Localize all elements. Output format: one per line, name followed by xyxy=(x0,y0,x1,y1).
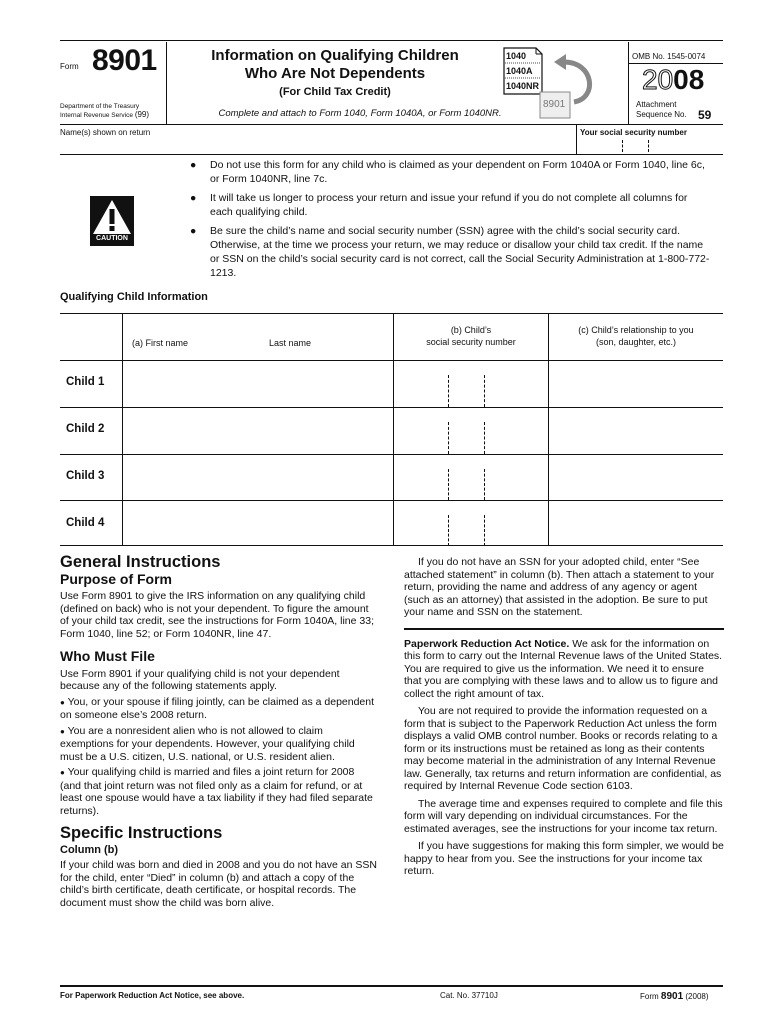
paperwork-paragraph-2: You are not required to provide the information requested on a form that is subject to the Paperwork Reduction Act unless the form displays a valid OMB control number. Books or records relating to a form or its instructions must be retained as long as their contents may become material in the administration of any Internal Revenue law. Generally, tax returns and return information are confidential, as required by Internal Revenue Code section 6103. xyxy=(404,705,722,792)
child-relationship-input[interactable] xyxy=(549,361,723,407)
child-relationship-input[interactable] xyxy=(549,408,723,454)
who-must-file-heading: Who Must File xyxy=(60,648,155,664)
department-label xyxy=(60,103,149,120)
who-bullet xyxy=(60,725,378,764)
ssn-separator xyxy=(648,140,649,152)
paperwork-text: We ask for the information on this form to carry out the Internal Revenue laws of the United States. You are required to give us the information. We need it to ensure that you are complying with these laws and to allow us to figure and collect the right amount of tax. xyxy=(404,637,723,700)
who-bullet xyxy=(60,766,378,817)
footer-paperwork-notice: For Paperwork Reduction Act Notice, see above. xyxy=(60,991,245,1000)
icon-form-1040: 1040 xyxy=(506,51,527,61)
footer-form-word: Form xyxy=(640,992,659,1001)
icon-form-1040a: 1040A xyxy=(506,66,533,76)
caution-label: CAUTION xyxy=(96,235,128,242)
sequence-number: 59 xyxy=(698,108,712,122)
col-b-line-2: social security number xyxy=(426,337,516,347)
form-label: Form xyxy=(60,62,79,71)
ssn-separator xyxy=(484,375,485,407)
ssn-separator xyxy=(484,469,485,500)
footer-cat-number: Cat. No. 37710J xyxy=(440,991,498,1000)
adopted-child-text: If you do not have an SSN for your adopted child, enter “See attached statement” in column (b). Then attach a statement to your return, providing the name and address of any agency or agent (such as an attorney) that assisted in the adoption. Be sure to put your name and SSN on the statement. xyxy=(404,556,715,618)
paperwork-paragraph-3: The average time and expenses required to complete and file this form will vary depending on individual circumstances. For the estimated averages, see the instructions for your income tax return. xyxy=(404,797,723,835)
ssn-separator xyxy=(448,422,449,454)
header-divider-left xyxy=(166,42,167,124)
footer-rule xyxy=(60,985,723,987)
paperwork-heading: Paperwork Reduction Act Notice. xyxy=(404,637,570,650)
title-line-2: Who Are Not Dependents xyxy=(244,65,426,82)
child-name-input[interactable] xyxy=(123,408,393,454)
paperwork-divider xyxy=(404,628,724,630)
title-line-1: Information on Qualifying Children xyxy=(211,47,459,64)
caution-bullet xyxy=(190,224,710,280)
child-row-label: Child 2 xyxy=(66,423,105,435)
omb-number: OMB No. 1545-0074 xyxy=(632,52,706,61)
purpose-heading: Purpose of Form xyxy=(60,570,173,587)
child-row-label: Child 4 xyxy=(66,517,105,529)
child-relationship-input[interactable] xyxy=(549,501,723,546)
who-bullet-text: You are a nonresident alien who is not allowed to claim exemptions for your dependents. However, your qualifying child must be a U.S. citizen, U.S. national, or U.S. resident alien. xyxy=(60,724,355,763)
header-divider-right xyxy=(628,42,629,124)
general-instructions-heading: General Instructions xyxy=(60,553,221,571)
col-a-last-header: Last name xyxy=(269,338,312,348)
names-shown-input[interactable] xyxy=(60,138,572,152)
form-title xyxy=(170,47,500,83)
caution-bullets xyxy=(190,158,710,285)
attachment-label: Attachment xyxy=(636,100,677,109)
ssn-separator xyxy=(484,422,485,454)
col-b-line-1: (b) Child’s xyxy=(450,325,492,335)
your-ssn-label: Your social security number xyxy=(580,128,687,137)
year-prefix: 20 xyxy=(642,64,674,95)
ssn-separator xyxy=(622,140,623,152)
year-suffix: 08 xyxy=(673,64,705,95)
caution-bullet-text: It will take us longer to process your return and issue your refund if you do not complete all columns for each qualifying child. xyxy=(210,192,688,218)
bullet-icon: ● xyxy=(60,726,65,736)
column-b-heading: Column (b) xyxy=(60,843,119,856)
who-must-file-text: Use Form 8901 if your qualifying child is not your dependent because any of the following statements apply. xyxy=(60,667,340,692)
child-name-input[interactable] xyxy=(123,501,393,546)
child-ssn-input[interactable] xyxy=(394,501,548,546)
bullet-icon: ● xyxy=(190,225,197,237)
footer-form-number: 8901 xyxy=(660,991,684,1002)
top-rule xyxy=(60,40,723,41)
bullet-icon: ● xyxy=(60,768,65,777)
specific-instructions-heading: Specific Instructions xyxy=(60,824,223,842)
dept-line-1: Department of the Treasury xyxy=(60,103,140,110)
tax-year xyxy=(642,64,704,96)
caution-bullet-text: Do not use this form for any child who is claimed as your dependent on Form 1040A or Form 1040, line 6c, or Form 1040NR, line 7c. xyxy=(210,159,705,185)
header-bottom-rule xyxy=(60,124,723,125)
child-row-label: Child 3 xyxy=(66,470,105,482)
footer-year: (2008) xyxy=(685,992,709,1001)
col-a-first-header: (a) First name xyxy=(132,338,189,348)
caution-bullet xyxy=(190,191,710,219)
child-ssn-input[interactable] xyxy=(394,361,548,407)
form-number: 8901 xyxy=(92,44,157,77)
bullet-icon: ● xyxy=(190,159,197,171)
child-name-input[interactable] xyxy=(123,361,393,407)
caution-icon xyxy=(90,196,134,246)
ssn-separator xyxy=(448,469,449,500)
child-ssn-input[interactable] xyxy=(394,408,548,454)
dept-code: (99) xyxy=(134,110,150,119)
instructions-right-column xyxy=(404,556,724,881)
icon-form-1040nr: 1040NR xyxy=(506,81,540,91)
child-relationship-input[interactable] xyxy=(549,455,723,500)
sequence-label: Sequence No. xyxy=(636,110,687,119)
child-row-label: Child 1 xyxy=(66,376,105,388)
who-bullet xyxy=(60,696,378,722)
instructions-left-column xyxy=(60,553,378,912)
ssn-separator xyxy=(448,375,449,407)
attach-instruction: Complete and attach to Form 1040, Form 1040A, or Form 1040NR. xyxy=(218,108,502,119)
col-b-header xyxy=(394,324,548,348)
your-ssn-input[interactable] xyxy=(580,140,720,153)
who-bullet-text: You, or your spouse if filing jointly, can be claimed as a dependent on someone else’s 2008 return. xyxy=(60,695,375,721)
name-row-rule xyxy=(60,154,723,155)
paperwork-paragraph-1 xyxy=(404,638,724,701)
ssn-separator xyxy=(448,515,449,546)
names-shown-label: Name(s) shown on return xyxy=(60,128,151,137)
attachment-sequence-label xyxy=(636,100,687,120)
caution-bullet-text: Be sure the child’s name and social security number (SSN) agree with the child’s social security card. Otherwise, at the time we process your return, we may reduce or disallow your child tax credit. If the name or SSN on the child’s social security card is not correct, call the Social Security Administration at 1-800-772-1213. xyxy=(210,225,710,279)
ssn-separator xyxy=(484,515,485,546)
col-c-header xyxy=(549,324,723,348)
col-c-line-1: (c) Child’s relationship to you xyxy=(578,325,694,335)
caution-bullet xyxy=(190,158,710,186)
attach-forms-icon xyxy=(502,46,602,122)
footer-form-id xyxy=(640,991,709,1002)
purpose-text: Use Form 8901 to give the IRS information on any qualifying child (defined on back) who is not your dependent. To figure the amount of your child tax credit, see the instructions for Form 1040A, line 33; Form 1040, line 52; or Form 1040NR, line 47. xyxy=(60,590,374,640)
col-c-line-2: (son, daughter, etc.) xyxy=(595,337,677,347)
child-name-input[interactable] xyxy=(123,455,393,500)
child-ssn-input[interactable] xyxy=(394,455,548,500)
bullet-icon: ● xyxy=(60,697,65,707)
qualifying-child-table xyxy=(60,313,723,546)
who-bullet-text: Your qualifying child is married and files a joint return for 2008 (and that joint return was not filed only as a claim for refund, or at least one spouse would have a tax liability if they had filed separate returns). xyxy=(60,766,373,817)
paperwork-paragraph-4: If you have suggestions for making this form simpler, we would be happy to hear from you. See the instructions for your income tax return. xyxy=(404,840,724,877)
bullet-icon: ● xyxy=(190,192,197,204)
icon-form-8901: 8901 xyxy=(543,99,566,110)
dept-line-2: Internal Revenue Service xyxy=(60,112,133,119)
column-b-text: If your child was born and died in 2008 and you do not have an SSN for the child, enter “Died” in column (b) and attach a copy of the child’s birth certificate, death certificate, or hospital records. The document must show the child was born alive. xyxy=(60,859,377,909)
ssn-divider xyxy=(576,124,577,154)
form-subtitle: (For Child Tax Credit) xyxy=(279,86,391,98)
section-title: Qualifying Child Information xyxy=(60,291,208,303)
